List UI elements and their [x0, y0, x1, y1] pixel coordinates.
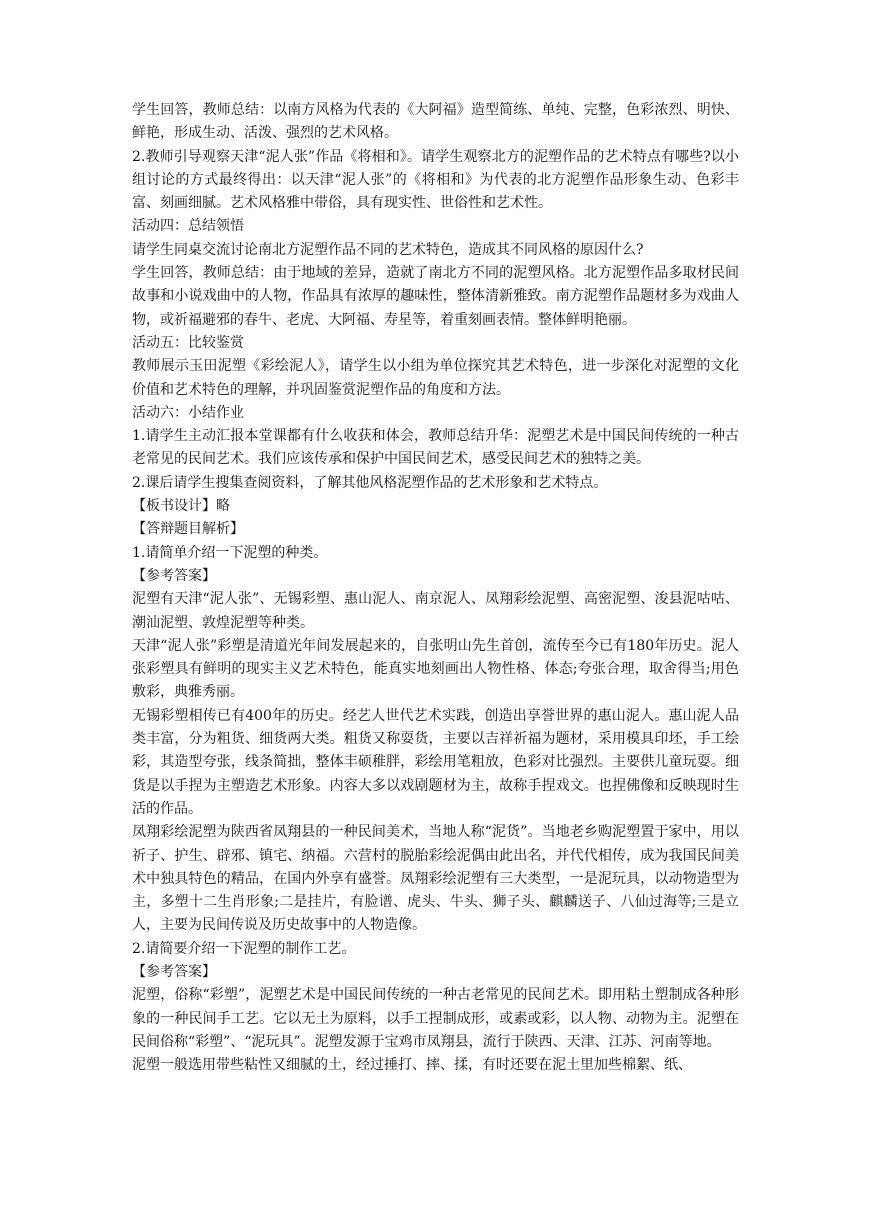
heading-activity-6: 活动六：小结作业: [132, 404, 244, 421]
heading-defense-questions: 【答辩题目解析】: [132, 521, 244, 538]
paragraph-tianjin: 天津“泥人张”彩塑是清道光年间发展起来的，自张明山先生首创，流传至今已有180年历史。泥人张彩塑具有鲜明的现实主义艺术特色，能真实地刻画出人物性格、体态;夸张合理，取舍得当;用色敷彩，典雅秀丽。: [132, 637, 739, 701]
document-body: [132, 99, 739, 1077]
paragraph-yutian: 教师展示玉田泥塑《彩绘泥人》，请学生以小组为单位探究其艺术特色，进一步深化对泥塑的文化价值和艺术特色的理解，并巩固鉴赏泥塑作品的角度和方法。: [132, 358, 739, 398]
question-2: 2.请简要介绍一下泥塑的制作工艺。: [132, 940, 356, 957]
paragraph-discussion: 请学生同桌交流讨论南北方泥塑作品不同的艺术特色，造成其不同风格的原因什么?: [132, 241, 644, 258]
paragraph-summary-south-style: 学生回答，教师总结：以南方风格为代表的《大阿福》造型简练、单纯、完整，色彩浓烈、明快、鲜艳，形成生动、活泼、强烈的艺术风格。: [132, 102, 739, 142]
paragraph-fengxiang: 凤翔彩绘泥塑为陕西省凤翔县的一种民间美术，当地人称“泥货”。当地老乡购泥塑置于家中，用以祈子、护生、辟邪、镇宅、纳福。六营村的脱胎彩绘泥偶由此出名，并代代相传，成为我国民间美术中独具特色的精品，在国内外享有盛誉。凤翔彩绘泥塑有三大类型，一是泥玩具，以动物造型为主，多塑十二生肖形象;二是挂片，有脸谱、虎头、牛头、狮子头、麒麟送子、八仙过海等;三是立人，主要为民间传说及历史故事中的人物造像。: [132, 824, 739, 934]
paragraph-craft-intro: 泥塑，俗称“彩塑”，泥塑艺术是中国民间传统的一种古老常见的民间艺术。即用粘土塑制成各种形象的一种民间手工艺。它以无土为原料，以手工捏制成形，或素或彩，以人物、动物为主。泥塑在民间俗称“彩塑”、“泥玩具”。泥塑发源于宝鸡市凤翔县，流行于陕西、天津、江苏、河南等地。: [132, 987, 739, 1050]
heading-activity-4: 活动四：总结领悟: [132, 218, 244, 235]
heading-reference-answer-2: 【参考答案】: [132, 963, 216, 980]
paragraph-north-style: 2.教师引导观察天津“泥人张”作品《将相和》。请学生观察北方的泥塑作品的艺术特点有哪些?以小组讨论的方式最终得出：以天津“泥人张”的《将相和》为代表的北方泥塑作品形象生动、色彩丰富、刻画细腻。艺术风格雅中带俗，具有现实性、世俗性和艺术性。: [132, 148, 739, 212]
heading-board-design: 【板书设计】略: [132, 498, 230, 515]
question-1: 1.请简单介绍一下泥塑的种类。: [132, 544, 328, 561]
paragraph-wuxi: 无锡彩塑相传已有400年的历史。经艺人世代艺术实践，创造出享誉世界的惠山泥人。惠山泥人品类丰富，分为粗货、细货两大类。粗货又称耍货，主要以吉祥祈福为题材，采用模具印坯，手工绘彩，其造型夸张，线条简拙，整体丰硕稚胖，彩绘用笔粗放，色彩对比强烈。主要供儿童玩耍。细货是以手捏为主塑造艺术形象。内容大多以戏剧题材为主，故称手捏戏文。也捏佛像和反映现时生活的作品。: [132, 707, 739, 817]
paragraph-craft-process: 泥塑一般选用带些粘性又细腻的土，经过捶打、摔、揉，有时还要在泥土里加些棉絮、纸、: [132, 1057, 692, 1074]
paragraph-summary-regional: 学生回答，教师总结：由于地域的差异，造就了南北方不同的泥塑风格。北方泥塑作品多取材民间故事和小说戏曲中的人物，作品具有浓厚的趣味性，整体清新雅致。南方泥塑作品题材多为戏曲人物，或祈福避邪的春牛、老虎、大阿福、寿星等，着重刻画表情。整体鲜明艳丽。: [132, 265, 739, 328]
paragraph-types: 泥塑有天津“泥人张”、无锡彩塑、惠山泥人、南京泥人、凤翔彩绘泥塑、高密泥塑、浚县泥咕咕、潮汕泥塑、敦煌泥塑等种类。: [132, 591, 739, 631]
paragraph-homework: 2.课后请学生搜集查阅资料，了解其他风格泥塑作品的艺术形象和艺术特点。: [132, 474, 608, 491]
paragraph-report: 1.请学生主动汇报本堂课都有什么收获和体会，教师总结升华：泥塑艺术是中国民间传统的一种古老常见的民间艺术。我们应该传承和保护中国民间艺术，感受民间艺术的独特之美。: [132, 428, 739, 468]
heading-activity-5: 活动五：比较鉴赏: [132, 334, 244, 351]
heading-reference-answer-1: 【参考答案】: [132, 567, 216, 584]
